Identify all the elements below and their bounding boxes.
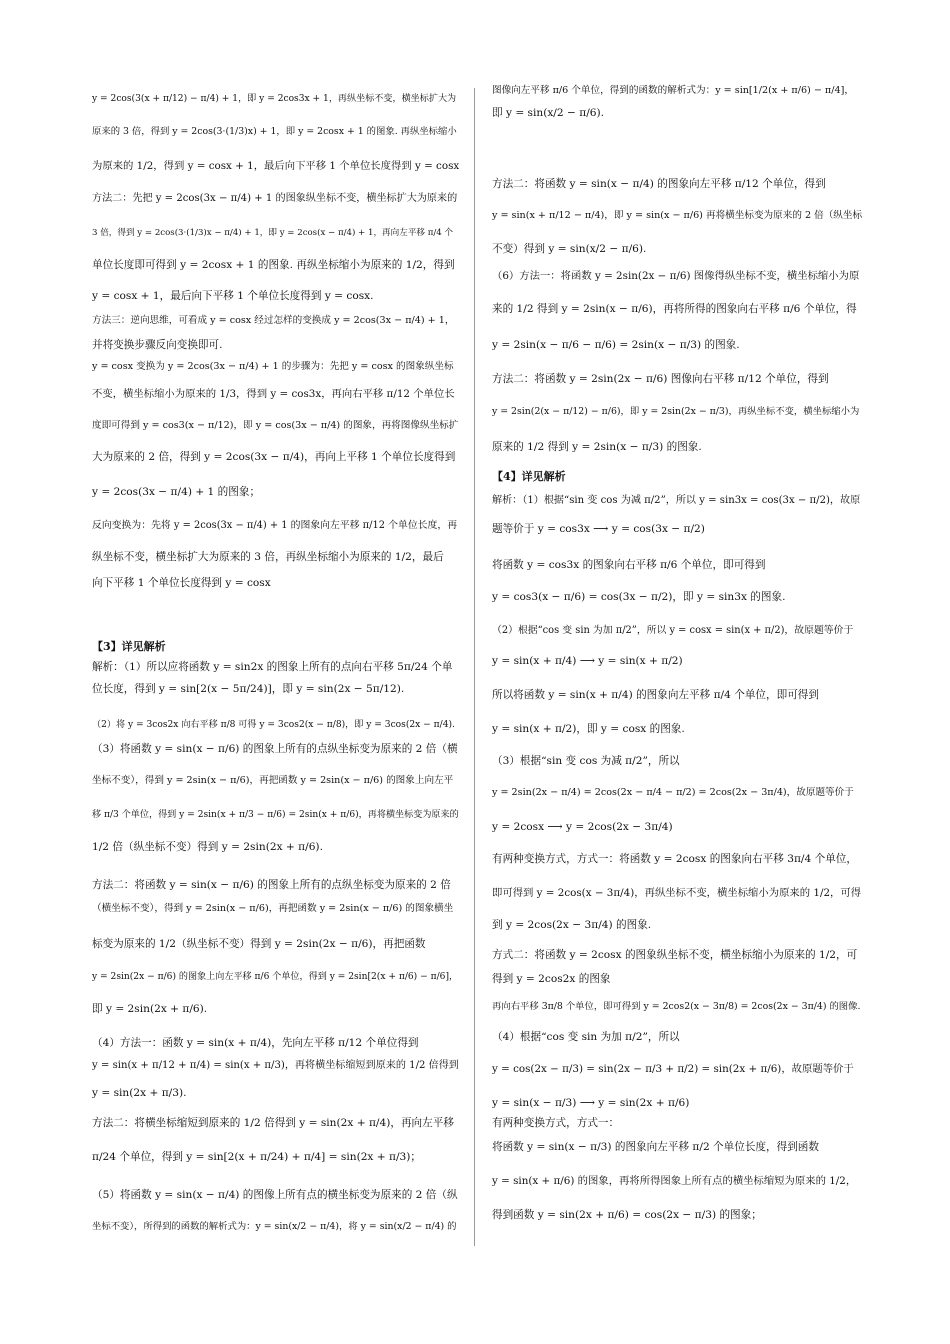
text-line: π/24 个单位，得到 y = sin[2(x + π/24) + π/4] = sin(2x + π/3)；	[92, 1151, 422, 1163]
text-line: y = 2sin(2(x − π/12) − π/6)，即 y = 2sin(2x − π/3)，再纵坐标不变，横坐标缩小为	[492, 406, 860, 417]
text-line: 来的 1/2 得到 y = 2sin(x − π/6)，再将所得的图象向右平移 π/6 个单位，得	[492, 303, 857, 315]
section-heading: 【4】详见解析	[492, 470, 566, 483]
text-line: 将函数 y = cos3x 的图象向右平移 π/6 个单位，即可得到	[492, 559, 766, 571]
text-line: y = sin(2x + π/3).	[92, 1087, 187, 1099]
text-line: 标变为原来的 1/2（纵坐标不变）得到 y = 2sin(2x − π/6)，再把函数	[92, 938, 426, 950]
text-line: 题等价于 y = cos3x ⟶ y = cos(3x − π/2)	[492, 523, 705, 535]
text-line: 为原来的 1/2，得到 y = cosx + 1，最后向下平移 1 个单位长度得到 y = cosx	[92, 160, 460, 172]
text-line: （4）方法一：函数 y = sin(x + π/4)，先向左平移 π/12 个单位得到	[92, 1037, 419, 1049]
text-line: 并将变换步骤反向变换即可.	[92, 339, 223, 351]
text-line: （3）将函数 y = sin(x − π/6) 的图象上所有的点纵坐标变为原来的 2 倍（横	[92, 743, 458, 755]
text-line: （6）方法一：将函数 y = 2sin(2x − π/6) 图像得纵坐标不变，横坐标缩小为原	[492, 270, 860, 282]
text-line: 有两种变换方式，方式一：将函数 y = 2cosx 的图象向右平移 3π/4 个单位，	[492, 853, 857, 865]
text-line: 反向变换为：先将 y = 2cos(3x − π/4) + 1 的图象向左平移 π/12 个单位长度，再	[92, 520, 458, 531]
text-line: y = sin(x + π/4) ⟶ y = sin(x + π/2)	[492, 655, 683, 667]
text-line: y = sin(x + π/6) 的图象，再将所得图象上所有点的横坐标缩短为原来的 1/2，	[492, 1175, 857, 1187]
text-line: 3 倍，得到 y = 2cos(3·(1/3)x − π/4) + 1，即 y = 2cos(x − π/4) + 1，再向左平移 π/4 个	[92, 228, 454, 238]
text-line: y = cosx + 1，最后向下平移 1 个单位长度得到 y = cosx.	[92, 290, 374, 302]
text-line: 坐标不变），得到 y = 2sin(x − π/6)，再把函数 y = 2sin(x − π/6) 的图象上向左平	[92, 775, 454, 786]
text-line: y = cosx 变换为 y = 2cos(3x − π/4) + 1 的步骤为：先把 y = cosx 的图象纵坐标	[92, 361, 454, 372]
text-line: 向下平移 1 个单位长度得到 y = cosx	[92, 577, 271, 589]
text-line: 不变，横坐标缩小为原来的 1/3，得到 y = cos3x，再向右平移 π/12 个单位长	[92, 388, 455, 400]
text-line: 即 y = 2sin(2x + π/6).	[92, 1003, 208, 1015]
text-line: （横坐标不变），得到 y = 2sin(x − π/6)，再把函数 y = 2sin(x − π/6) 的图象横坐	[92, 903, 454, 914]
text-line: 移 π/3 个单位，得到 y = 2sin(x + π/3 − π/6) = 2sin(x + π/6)，再将横坐标变为原来的	[92, 810, 459, 820]
text-line: 方法二：将函数 y = 2sin(2x − π/6) 图像向右平移 π/12 个单位，得到	[492, 373, 829, 385]
text-line: 得到函数 y = sin(2x + π/6) = cos(2x − π/3) 的图象；	[492, 1209, 762, 1221]
text-line: y = sin(x + π/2)，即 y = cosx 的图象.	[492, 723, 685, 735]
text-line: 位长度，得到 y = sin[2(x − 5π/24)]，即 y = sin(2x − 5π/12).	[92, 683, 405, 695]
text-line: y = 2cos(3(x + π/12) − π/4) + 1，即 y = 2cos3x + 1，再纵坐标不变，横坐标扩大为	[92, 94, 457, 104]
text-line: y = 2cos(3x − π/4) + 1 的图象；	[92, 486, 261, 498]
text-line: （2）根据“cos 变 sin 为加 π/2”，所以 y = cosx = sin(x + π/2)，故原题等价于	[492, 625, 854, 636]
text-line: 再向右平移 3π/8 个单位，即可得到 y = 2cos2(x − 3π/8) = 2cos(2x − 3π/4) 的图像.	[492, 1001, 861, 1012]
text-line: 即可得到 y = 2cos(x − 3π/4)，再纵坐标不变，横坐标缩小为原来的 1/2，可得	[492, 887, 862, 899]
column-divider	[474, 88, 475, 1246]
text-line: 方法二：将函数 y = sin(x − π/4) 的图象向左平移 π/12 个单位，得到	[492, 178, 826, 190]
text-line: 坐标不变），所得到的函数的解析式为：y = sin(x/2 − π/4)，将 y = sin(x/2 − π/4) 的	[92, 1221, 457, 1232]
text-line: 方法二：先把 y = 2cos(3x − π/4) + 1 的图象纵坐标不变，横坐标扩大为原来的	[92, 193, 458, 204]
text-line: 原来的 1/2 得到 y = 2sin(x − π/3) 的图象.	[492, 441, 702, 453]
text-line: 将函数 y = sin(x − π/3) 的图象向左平移 π/2 个单位长度，得到函数	[492, 1141, 819, 1153]
text-line: y = 2cosx ⟶ y = 2cos(2x − 3π/4)	[492, 821, 673, 833]
text-line: 方法二：将函数 y = sin(x − π/6) 的图象上所有的点纵坐标变为原来的 2 倍	[92, 879, 451, 891]
text-line: （4）根据“cos 变 sin 为加 π/2”，所以	[492, 1031, 680, 1043]
text-line: y = cos3(x − π/6) = cos(3x − π/2)，即 y = sin3x 的图象.	[492, 591, 786, 603]
text-line: （2）将 y = 3cos2x 向右平移 π/8 可得 y = 3cos2(x − π/8)，即 y = 3cos(2x − π/4).	[92, 720, 455, 730]
text-line: 有两种变换方式，方式一：	[492, 1117, 620, 1129]
text-line: 图像向左平移 π/6 个单位，得到的函数的解析式为：y = sin[1/2(x + π/6) − π/4]，	[492, 85, 854, 96]
text-line: y = 2sin(x − π/6 − π/6) = 2sin(x − π/3) 的图象.	[492, 339, 740, 351]
text-line: 到 y = 2cos(2x − 3π/4) 的图象.	[492, 919, 652, 931]
text-line: 方式二：将函数 y = 2cosx 的图象纵坐标不变，横坐标缩小为原来的 1/2，可	[492, 949, 858, 961]
section-heading: 【3】详见解析	[92, 640, 166, 653]
text-line: （3）根据“sin 变 cos 为减 π/2”，所以	[492, 755, 680, 767]
text-line: 1/2 倍（纵坐标不变）得到 y = 2sin(2x + π/6).	[92, 841, 323, 853]
text-line: （5）将函数 y = sin(x − π/4) 的图像上所有点的横坐标变为原来的 2 倍（纵	[92, 1189, 458, 1201]
text-line: 即 y = sin(x/2 − π/6).	[492, 107, 605, 119]
text-line: 大为原来的 2 倍，得到 y = 2cos(3x − π/4)，再向上平移 1 个单位长度得到	[92, 451, 456, 463]
text-line: 解析：（1）所以应将函数 y = sin2x 的图象上所有的点向右平移 5π/24 个单	[92, 661, 453, 673]
text-line: 纵坐标不变，横坐标扩大为原来的 3 倍，再纵坐标缩小为原来的 1/2，最后	[92, 551, 444, 563]
text-line: 解析：（1）根据“sin 变 cos 为减 π/2”，所以 y = sin3x = cos(3x − π/2)，故原	[492, 495, 861, 506]
text-line: 所以将函数 y = sin(x + π/4) 的图象向左平移 π/4 个单位，即可得到	[492, 689, 819, 701]
text-line: 单位长度即可得到 y = 2cosx + 1 的图象. 再纵坐标缩小为原来的 1/2，得到	[92, 259, 455, 271]
text-line: 方法三：逆向思维，可看成 y = cosx 经过怎样的变换成 y = 2cos(3x − π/4) + 1，	[92, 315, 455, 326]
text-line: 方法二：将横坐标缩短到原来的 1/2 倍得到 y = sin(2x + π/4)，再向左平移	[92, 1117, 454, 1129]
text-line: 不变）得到 y = sin(x/2 − π/6).	[492, 243, 647, 255]
text-line: y = 2sin(2x − π/6) 的图象上向左平移 π/6 个单位，得到 y = 2sin[2(x + π/6) − π/6]，	[92, 972, 459, 982]
text-line: y = 2sin(2x − π/4) = 2cos(2x − π/4 − π/2) = 2cos(2x − 3π/4)，故原题等价于	[492, 787, 854, 798]
text-line: 得到 y = 2cos2x 的图象	[492, 973, 611, 985]
text-line: y = cos(2x − π/3) = sin(2x − π/3 + π/2) = sin(2x + π/6)，故原题等价于	[492, 1063, 854, 1075]
text-line: 度即可得到 y = cos3(x − π/12)，即 y = cos(3x − π/4) 的图象，再将图像纵坐标扩	[92, 420, 459, 431]
text-line: 原来的 3 倍，得到 y = 2cos(3·(1/3)x) + 1，即 y = 2cosx + 1 的图象. 再纵坐标缩小	[92, 126, 457, 137]
text-line: y = sin(x + π/12 − π/4)，即 y = sin(x − π/6) 再将横坐标变为原来的 2 倍（纵坐标	[492, 210, 863, 221]
text-line: y = sin(x + π/12 + π/4) = sin(x + π/3)，再将横坐标缩短到原来的 1/2 倍得到	[92, 1060, 459, 1071]
text-line: y = sin(x − π/3) ⟶ y = sin(2x + π/6)	[492, 1097, 690, 1109]
